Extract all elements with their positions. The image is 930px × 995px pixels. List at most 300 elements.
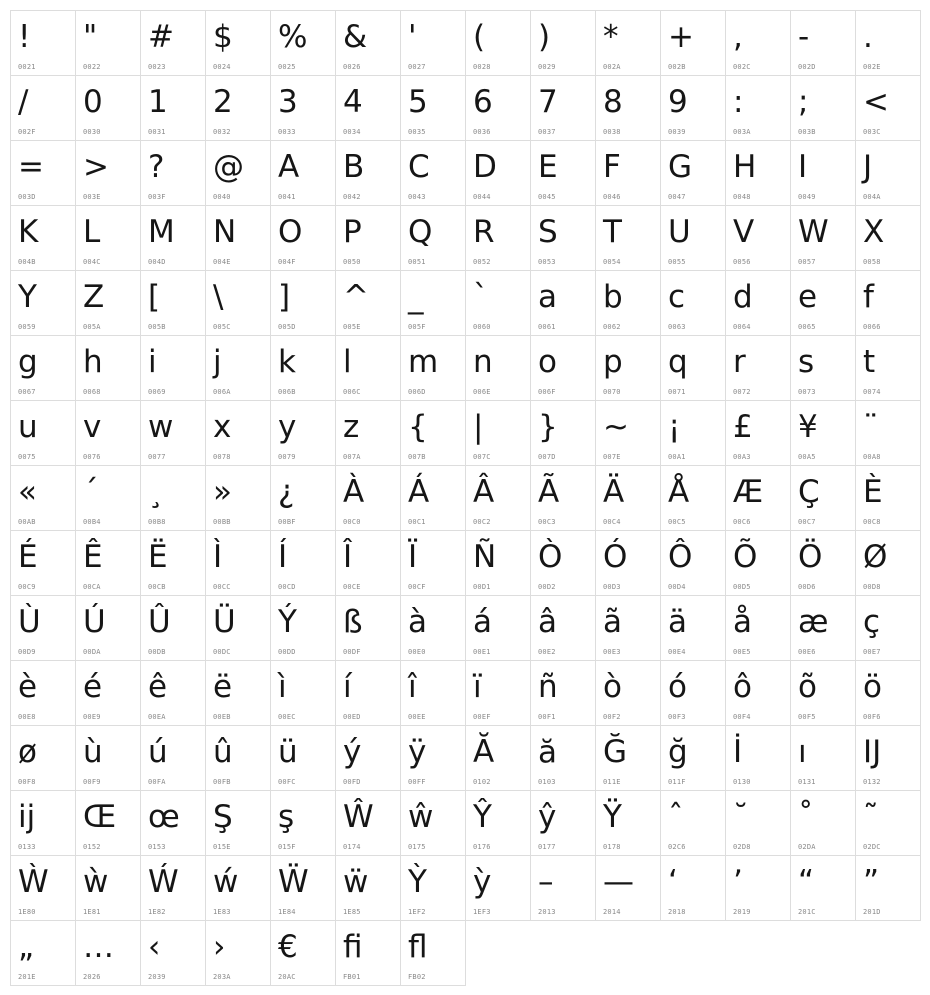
glyph-codepoint: 0021 — [18, 63, 36, 71]
glyph-cell — [205, 140, 271, 206]
glyph-cell — [465, 140, 531, 206]
glyph-character: P — [343, 214, 362, 250]
glyph-codepoint: 0046 — [603, 193, 621, 201]
glyph-character: 7 — [538, 84, 558, 120]
glyph-character: U — [668, 214, 691, 250]
glyph-character: ¨ — [863, 409, 879, 445]
glyph-cell — [660, 335, 726, 401]
glyph-cell — [855, 465, 921, 531]
glyph-cell — [205, 855, 271, 921]
glyph-codepoint: 0075 — [18, 453, 36, 461]
glyph-cell — [10, 10, 76, 76]
glyph-codepoint: 00FF — [408, 778, 426, 786]
glyph-codepoint: 00DB — [148, 648, 166, 656]
glyph-cell — [725, 140, 791, 206]
glyph-character: D — [473, 149, 497, 185]
glyph-character: Ø — [863, 539, 888, 575]
glyph-character: œ — [148, 799, 180, 835]
glyph-codepoint: 02DC — [863, 843, 881, 851]
glyph-codepoint: 007D — [538, 453, 556, 461]
glyph-character: 9 — [668, 84, 688, 120]
glyph-codepoint: 006A — [213, 388, 231, 396]
glyph-codepoint: 00BF — [278, 518, 296, 526]
glyph-character: á — [473, 604, 492, 640]
glyph-character: * — [603, 19, 619, 55]
glyph-cell — [530, 400, 596, 466]
glyph-cell — [140, 400, 206, 466]
glyph-character: K — [18, 214, 39, 250]
glyph-character: 3 — [278, 84, 298, 120]
glyph-cell — [725, 855, 791, 921]
glyph-cell — [790, 270, 856, 336]
glyph-codepoint: 002E — [863, 63, 881, 71]
glyph-cell — [75, 465, 141, 531]
glyph-cell — [530, 790, 596, 856]
glyph-character: - — [798, 19, 810, 55]
glyph-character: W — [798, 214, 829, 250]
glyph-cell — [660, 205, 726, 271]
glyph-cell — [530, 855, 596, 921]
glyph-cell — [725, 400, 791, 466]
glyph-cell — [140, 595, 206, 661]
glyph-character: ¸ — [148, 474, 164, 510]
glyph-codepoint: 0023 — [148, 63, 166, 71]
glyph-character: ù — [83, 734, 103, 770]
glyph-character: V — [733, 214, 755, 250]
glyph-codepoint: 02D8 — [733, 843, 751, 851]
glyph-cell — [855, 660, 921, 726]
glyph-cell — [10, 595, 76, 661]
glyph-cell — [400, 400, 466, 466]
glyph-cell — [140, 140, 206, 206]
glyph-character: c — [668, 279, 686, 315]
glyph-cell — [10, 205, 76, 271]
glyph-cell — [660, 595, 726, 661]
glyph-character: À — [343, 474, 365, 510]
glyph-cell — [270, 465, 336, 531]
glyph-codepoint: 0036 — [473, 128, 491, 136]
glyph-cell — [205, 400, 271, 466]
glyph-cell — [75, 725, 141, 791]
glyph-character: è — [18, 669, 38, 705]
glyph-cell — [530, 75, 596, 141]
glyph-codepoint: 0048 — [733, 193, 751, 201]
glyph-codepoint: 003D — [18, 193, 36, 201]
glyph-cell — [790, 400, 856, 466]
glyph-character: … — [83, 929, 114, 965]
glyph-character: e — [798, 279, 818, 315]
glyph-codepoint: 00D6 — [798, 583, 816, 591]
glyph-codepoint: 0049 — [798, 193, 816, 201]
glyph-cell — [790, 465, 856, 531]
glyph-cell — [140, 270, 206, 336]
glyph-codepoint: 201D — [863, 908, 881, 916]
glyph-codepoint: 004C — [83, 258, 101, 266]
glyph-character: O — [278, 214, 303, 250]
glyph-cell — [10, 465, 76, 531]
glyph-codepoint: 00D4 — [668, 583, 686, 591]
glyph-codepoint: 0178 — [603, 843, 621, 851]
glyph-character: % — [278, 19, 308, 55]
glyph-codepoint: 004A — [863, 193, 881, 201]
glyph-character: Â — [473, 474, 495, 510]
glyph-cell — [855, 10, 921, 76]
glyph-character: < — [863, 84, 889, 120]
glyph-cell — [595, 465, 661, 531]
glyph-character: 8 — [603, 84, 623, 120]
glyph-character: ˘ — [733, 799, 749, 835]
glyph-character: > — [83, 149, 109, 185]
glyph-cell — [335, 595, 401, 661]
glyph-codepoint: 0047 — [668, 193, 686, 201]
glyph-cell — [270, 595, 336, 661]
glyph-codepoint: 005F — [408, 323, 426, 331]
glyph-character: ä — [668, 604, 687, 640]
glyph-codepoint: 006F — [538, 388, 556, 396]
glyph-character: r — [733, 344, 746, 380]
glyph-cell — [660, 270, 726, 336]
glyph-character: 5 — [408, 84, 428, 120]
glyph-character: « — [18, 474, 37, 510]
glyph-cell — [335, 335, 401, 401]
glyph-cell — [75, 10, 141, 76]
glyph-character: Ò — [538, 539, 563, 575]
glyph-codepoint: 00C0 — [343, 518, 361, 526]
glyph-codepoint: 00F4 — [733, 713, 751, 721]
glyph-codepoint: 0177 — [538, 843, 556, 851]
glyph-codepoint: 2014 — [603, 908, 621, 916]
glyph-codepoint: 00F3 — [668, 713, 686, 721]
glyph-character: G — [668, 149, 693, 185]
glyph-cell — [790, 75, 856, 141]
glyph-codepoint: 0027 — [408, 63, 426, 71]
glyph-character: h — [83, 344, 103, 380]
glyph-character: ˆ — [668, 799, 684, 835]
glyph-cell — [465, 595, 531, 661]
glyph-cell — [595, 270, 661, 336]
glyph-character: X — [863, 214, 885, 250]
glyph-cell — [725, 335, 791, 401]
glyph-character: “ — [798, 864, 815, 900]
glyph-character: v — [83, 409, 102, 445]
glyph-character: ? — [148, 149, 165, 185]
glyph-codepoint: 00E4 — [668, 648, 686, 656]
glyph-codepoint: 2019 — [733, 908, 751, 916]
glyph-character: z — [343, 409, 360, 445]
glyph-character: [ — [148, 279, 161, 315]
glyph-codepoint: 00E8 — [18, 713, 36, 721]
glyph-character: S — [538, 214, 558, 250]
glyph-codepoint: 00EE — [408, 713, 426, 721]
glyph-character: æ — [798, 604, 829, 640]
glyph-cell — [400, 465, 466, 531]
glyph-character: É — [18, 539, 38, 575]
glyph-cell — [205, 270, 271, 336]
glyph-character: f — [863, 279, 874, 315]
glyph-codepoint: 007B — [408, 453, 426, 461]
glyph-cell — [790, 725, 856, 791]
glyph-cell — [270, 335, 336, 401]
glyph-codepoint: 007C — [473, 453, 491, 461]
glyph-cell — [270, 530, 336, 596]
glyph-codepoint: 0076 — [83, 453, 101, 461]
glyph-cell — [270, 205, 336, 271]
glyph-cell — [595, 75, 661, 141]
glyph-cell — [10, 790, 76, 856]
glyph-codepoint: 00F5 — [798, 713, 816, 721]
glyph-cell — [205, 205, 271, 271]
glyph-codepoint: 00B8 — [148, 518, 166, 526]
glyph-codepoint: 00F2 — [603, 713, 621, 721]
glyph-character: a — [538, 279, 557, 315]
glyph-codepoint: 005C — [213, 323, 231, 331]
glyph-cell — [10, 75, 76, 141]
glyph-cell — [75, 595, 141, 661]
glyph-cell — [400, 595, 466, 661]
glyph-codepoint: 00CE — [343, 583, 361, 591]
glyph-codepoint: 015F — [278, 843, 296, 851]
glyph-character: Ý — [278, 604, 297, 640]
glyph-cell — [790, 595, 856, 661]
glyph-cell — [465, 725, 531, 791]
glyph-cell — [270, 75, 336, 141]
glyph-character: ã — [603, 604, 622, 640]
glyph-cell — [530, 660, 596, 726]
glyph-character: à — [408, 604, 427, 640]
glyph-codepoint: 0028 — [473, 63, 491, 71]
glyph-character: ş — [278, 799, 295, 835]
glyph-codepoint: 0175 — [408, 843, 426, 851]
glyph-character: ¥ — [798, 409, 818, 445]
glyph-cell — [205, 530, 271, 596]
glyph-codepoint: 00D1 — [473, 583, 491, 591]
glyph-codepoint: 006E — [473, 388, 491, 396]
glyph-cell — [725, 10, 791, 76]
glyph-codepoint: 0152 — [83, 843, 101, 851]
glyph-codepoint: 00B4 — [83, 518, 101, 526]
glyph-codepoint: 00F8 — [18, 778, 36, 786]
glyph-codepoint: 0039 — [668, 128, 686, 136]
glyph-character: C — [408, 149, 430, 185]
glyph-character: Ẃ — [148, 864, 179, 900]
glyph-character: È — [863, 474, 883, 510]
glyph-codepoint: 005A — [83, 323, 101, 331]
glyph-codepoint: 004B — [18, 258, 36, 266]
glyph-character: ’ — [733, 864, 743, 900]
glyph-character: ^ — [343, 279, 369, 315]
glyph-character: N — [213, 214, 237, 250]
glyph-codepoint: 00F6 — [863, 713, 881, 721]
glyph-cell — [660, 400, 726, 466]
glyph-codepoint: 00C3 — [538, 518, 556, 526]
glyph-codepoint: 0030 — [83, 128, 101, 136]
glyph-cell — [595, 595, 661, 661]
glyph-codepoint: 00EF — [473, 713, 491, 721]
glyph-cell — [465, 400, 531, 466]
glyph-character: ğ — [668, 734, 688, 770]
glyph-character: Á — [408, 474, 430, 510]
glyph-cell — [270, 790, 336, 856]
glyph-codepoint: 002B — [668, 63, 686, 71]
glyph-codepoint: 201C — [798, 908, 816, 916]
glyph-character: H — [733, 149, 757, 185]
glyph-cell — [335, 725, 401, 791]
glyph-codepoint: 004F — [278, 258, 296, 266]
glyph-character: Ĳ — [863, 734, 882, 770]
glyph-character: ﬁ — [343, 929, 363, 965]
glyph-codepoint: 201E — [18, 973, 36, 981]
glyph-cell — [205, 920, 271, 986]
glyph-codepoint: 0078 — [213, 453, 231, 461]
glyph-codepoint: 0037 — [538, 128, 556, 136]
glyph-character: n — [473, 344, 493, 380]
glyph-character: I — [798, 149, 808, 185]
glyph-cell — [855, 400, 921, 466]
glyph-codepoint: 00EB — [213, 713, 231, 721]
glyph-codepoint: 0065 — [798, 323, 816, 331]
glyph-cell — [140, 10, 206, 76]
glyph-grid — [10, 10, 920, 985]
glyph-codepoint: 0026 — [343, 63, 361, 71]
glyph-codepoint: 00EA — [148, 713, 166, 721]
glyph-character: ă — [538, 734, 557, 770]
glyph-character: = — [18, 149, 44, 185]
glyph-character: , — [733, 19, 743, 55]
glyph-cell — [400, 530, 466, 596]
glyph-cell — [75, 75, 141, 141]
glyph-character: ï — [473, 669, 482, 705]
glyph-cell — [790, 205, 856, 271]
glyph-cell — [660, 75, 726, 141]
glyph-character: b — [603, 279, 623, 315]
glyph-character: j — [213, 344, 222, 380]
glyph-codepoint: 0176 — [473, 843, 491, 851]
glyph-codepoint: 00CD — [278, 583, 296, 591]
glyph-codepoint: 0103 — [538, 778, 556, 786]
glyph-cell — [530, 270, 596, 336]
glyph-cell — [790, 855, 856, 921]
glyph-codepoint: 0034 — [343, 128, 361, 136]
glyph-cell — [465, 205, 531, 271]
glyph-character: \ — [213, 279, 224, 315]
glyph-character: 2 — [213, 84, 233, 120]
glyph-cell — [140, 855, 206, 921]
glyph-cell — [725, 790, 791, 856]
glyph-character: Û — [148, 604, 171, 640]
glyph-codepoint: 00D2 — [538, 583, 556, 591]
glyph-character: Ö — [798, 539, 823, 575]
glyph-cell — [10, 400, 76, 466]
glyph-codepoint: 004E — [213, 258, 231, 266]
glyph-cell — [595, 725, 661, 791]
glyph-cell — [335, 270, 401, 336]
glyph-character: ` — [473, 279, 489, 315]
glyph-character: å — [733, 604, 752, 640]
glyph-character: ] — [278, 279, 291, 315]
glyph-codepoint: 0043 — [408, 193, 426, 201]
glyph-character: L — [83, 214, 101, 250]
glyph-cell — [530, 335, 596, 401]
glyph-character: J — [863, 149, 873, 185]
glyph-character: o — [538, 344, 557, 380]
glyph-cell — [530, 205, 596, 271]
glyph-cell — [270, 140, 336, 206]
glyph-codepoint: 02DA — [798, 843, 816, 851]
glyph-cell — [725, 595, 791, 661]
glyph-codepoint: 0025 — [278, 63, 296, 71]
glyph-codepoint: 0066 — [863, 323, 881, 331]
glyph-character: Œ — [83, 799, 117, 835]
glyph-cell — [465, 530, 531, 596]
glyph-cell — [400, 725, 466, 791]
glyph-cell — [75, 855, 141, 921]
glyph-character: t — [863, 344, 876, 380]
glyph-codepoint: 00CA — [83, 583, 101, 591]
glyph-codepoint: 203A — [213, 973, 231, 981]
glyph-codepoint: 00D3 — [603, 583, 621, 591]
glyph-character: Ğ — [603, 734, 628, 770]
glyph-character: İ — [733, 734, 743, 770]
glyph-codepoint: 0064 — [733, 323, 751, 331]
glyph-character: } — [538, 409, 558, 445]
glyph-cell — [530, 10, 596, 76]
glyph-codepoint: 0052 — [473, 258, 491, 266]
glyph-character: ı — [798, 734, 807, 770]
glyph-character: ÿ — [408, 734, 427, 770]
glyph-cell — [530, 465, 596, 531]
glyph-cell — [335, 790, 401, 856]
glyph-character: A — [278, 149, 300, 185]
glyph-cell — [595, 790, 661, 856]
glyph-cell — [855, 855, 921, 921]
glyph-character: ö — [863, 669, 882, 705]
glyph-codepoint: 0067 — [18, 388, 36, 396]
glyph-character: ‘ — [668, 864, 678, 900]
glyph-character: M — [148, 214, 175, 250]
glyph-character: ẅ — [343, 864, 369, 900]
glyph-codepoint: 00CB — [148, 583, 166, 591]
glyph-cell — [855, 725, 921, 791]
glyph-codepoint: 00E6 — [798, 648, 816, 656]
glyph-codepoint: 00C9 — [18, 583, 36, 591]
glyph-character: T — [603, 214, 622, 250]
glyph-cell — [530, 140, 596, 206]
glyph-character: ¡ — [668, 409, 681, 445]
glyph-cell — [790, 660, 856, 726]
glyph-cell — [660, 725, 726, 791]
glyph-cell — [855, 140, 921, 206]
glyph-codepoint: 015E — [213, 843, 231, 851]
glyph-codepoint: 1EF3 — [473, 908, 491, 916]
glyph-cell — [855, 595, 921, 661]
glyph-character: Ó — [603, 539, 628, 575]
glyph-cell — [660, 465, 726, 531]
glyph-character: ë — [213, 669, 233, 705]
glyph-cell — [335, 10, 401, 76]
glyph-codepoint: 00D9 — [18, 648, 36, 656]
glyph-codepoint: 0053 — [538, 258, 556, 266]
glyph-codepoint: 00D5 — [733, 583, 751, 591]
glyph-cell — [335, 400, 401, 466]
glyph-character: £ — [733, 409, 753, 445]
glyph-character: Ỳ — [408, 864, 427, 900]
glyph-character: y — [278, 409, 297, 445]
glyph-codepoint: 0059 — [18, 323, 36, 331]
glyph-character: E — [538, 149, 558, 185]
glyph-cell — [725, 270, 791, 336]
glyph-cell — [790, 140, 856, 206]
glyph-codepoint: 0061 — [538, 323, 556, 331]
